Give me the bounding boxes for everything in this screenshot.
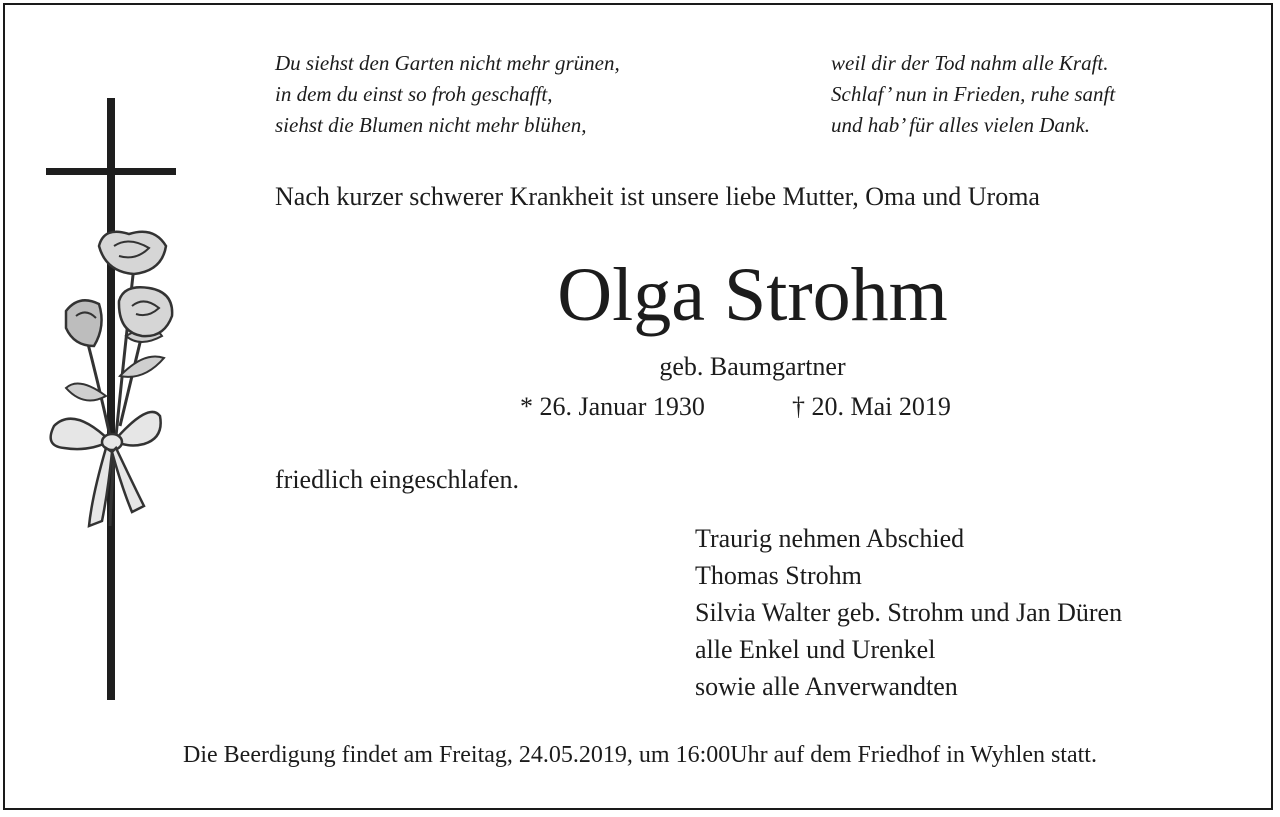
- poem-line: weil dir der Tod nahm alle Kraft.: [831, 51, 1109, 75]
- cross-with-roses-icon: [44, 96, 180, 700]
- poem-left-column: [275, 48, 620, 141]
- maiden-name: geb. Baumgartner: [659, 352, 846, 381]
- intro-text: Nach kurzer schwerer Krankheit ist unsere liebe Mutter, Oma und Uroma: [275, 182, 1040, 211]
- poem-right-column: [831, 48, 1115, 141]
- poem-line: Schlaf’ nun in Frieden, ruhe sanft: [831, 82, 1116, 106]
- mourner-line: Silvia Walter geb. Strohm und Jan Düren: [695, 598, 1123, 627]
- deceased-name: Olga Strohm: [557, 253, 948, 337]
- death-date: † 20. Mai 2019: [792, 392, 951, 421]
- closing-text: friedlich eingeschlafen.: [275, 465, 519, 494]
- poem-line: siehst die Blumen nicht mehr blühen,: [275, 113, 587, 137]
- poem-line: und hab’ für alles vielen Dank.: [831, 113, 1090, 137]
- mourner-line: sowie alle Anverwandten: [695, 672, 958, 701]
- poem-line: Du siehst den Garten nicht mehr grünen,: [275, 51, 620, 75]
- funeral-notice: Die Beerdigung findet am Freitag, 24.05.2019, um 16:00Uhr auf dem Friedhof in Wyhlen statt.: [183, 742, 1097, 768]
- mourner-line: alle Enkel und Urenkel: [695, 635, 936, 664]
- mourners-list: [695, 520, 1122, 705]
- mourner-line: Traurig nehmen Abschied: [695, 524, 965, 553]
- mourner-line: Thomas Strohm: [695, 561, 862, 590]
- poem-line: in dem du einst so froh geschafft,: [275, 82, 553, 106]
- birth-date: * 26. Januar 1930: [520, 392, 705, 421]
